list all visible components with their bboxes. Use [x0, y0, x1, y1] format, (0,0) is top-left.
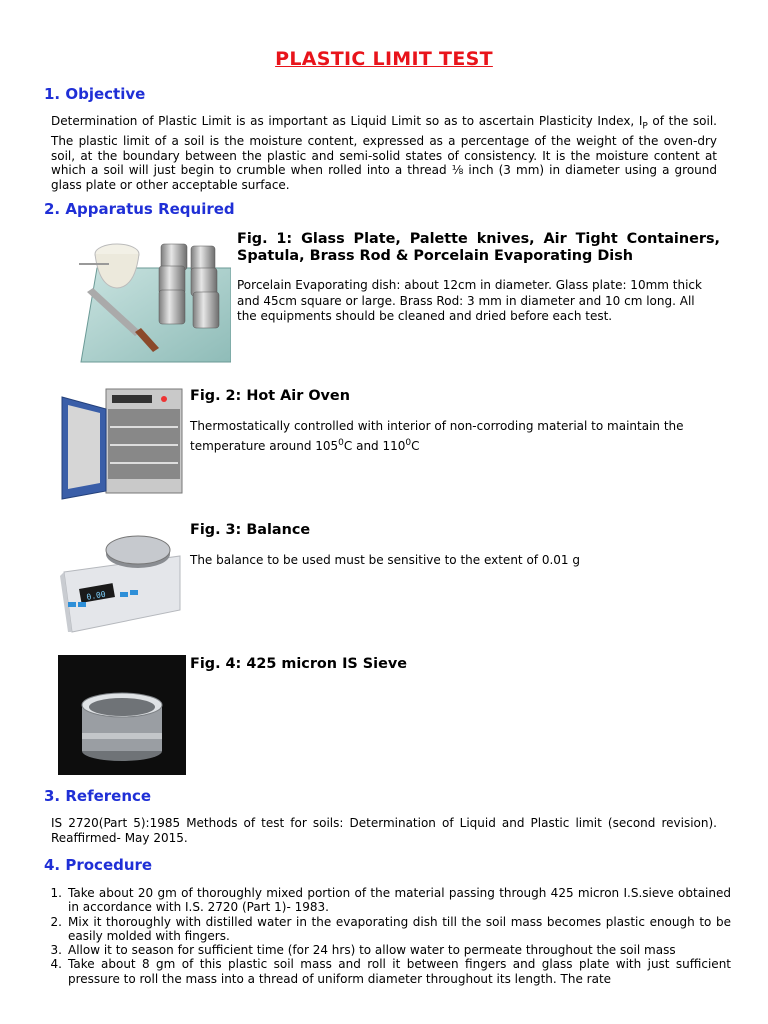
fig1-title: Fig. 1: Glass Plate, Palette knives, Air Tight Containers, Spatula, Brass Rod & Porcelain Evaporating Dish: [237, 231, 720, 264]
step-text: Take about 8 gm of this plastic soil mass and roll it between fingers and glass plate with just sufficient pressure to roll the mass into a thread of uniform diameter throughout its length. The rate: [68, 957, 731, 986]
fig2-title: Fig. 2: Hot Air Oven: [190, 388, 350, 404]
balance-display-value: 0.00: [85, 589, 107, 602]
step-text: Take about 20 gm of thoroughly mixed portion of the material passing through 425 micron I.S.sieve obtained in accordance with I.S. 2720 (Part 1)- 1983.: [68, 886, 731, 915]
fig3-description: The balance to be used must be sensitive to the extent of 0.01 g: [190, 553, 580, 567]
step-text: Allow it to season for sufficient time (for 24 hrs) to allow water to permeate throughout the soil mass: [68, 943, 676, 958]
section-heading-objective: 1. Objective: [44, 85, 146, 103]
step-number: 4.: [50, 957, 62, 972]
procedure-step: [34, 915, 731, 944]
fig2-desc-part3: C: [411, 439, 420, 453]
section-heading-apparatus: 2. Apparatus Required: [44, 200, 235, 218]
fig2-description: [190, 418, 710, 455]
fig4-title: Fig. 4: 425 micron IS Sieve: [190, 656, 407, 672]
page-title: PLASTIC LIMIT TEST: [275, 48, 493, 70]
fig3-title: Fig. 3: Balance: [190, 522, 311, 538]
balance-image: [58, 520, 186, 638]
step-number: 1.: [50, 886, 62, 900]
fig1-description: Porcelain Evaporating dish: about 12cm in diameter. Glass plate: 10mm thick and 45cm square or large. Brass Rod: 3 mm in diameter and 10 cm long. All the equipments should be cleaned and dried before each test.: [237, 278, 702, 323]
degree-superscript-1: 0: [338, 438, 344, 448]
degree-superscript-2: 0: [405, 438, 412, 448]
step-number: 2.: [50, 914, 62, 929]
objective-text-part1: Determination of Plastic Limit is as important as Liquid Limit so as to ascertain Plasticity Index, I: [51, 114, 643, 128]
section-heading-procedure: 4. Procedure: [44, 856, 153, 874]
apparatus-glass-plate-image: [79, 232, 231, 364]
reference-paragraph: IS 2720(Part 5):1985 Methods of test for soils: Determination of Liquid and Plastic limit (second revision). Reaffirmed- May 2015.: [51, 816, 717, 845]
objective-paragraph: [51, 114, 717, 192]
procedure-step: [34, 943, 731, 957]
procedure-step: [34, 957, 731, 986]
step-number: 3.: [50, 943, 62, 958]
plasticity-index-subscript: P: [642, 121, 648, 132]
hot-air-oven-image: [60, 383, 187, 501]
objective-text-part2: of the soil. The plastic limit of a soil is the moisture content, expressed as a percentage of the weight of the oven-dry soil, at the boundary between the plastic and semi-solid states of consistency. It is the moisture content at which a soil will just begin to crumble when rolled into a thread ⅛ inch (3 mm) in diameter using a ground glass plate or other acceptable surface.: [51, 114, 717, 192]
fig2-desc-part1: Thermostatically controlled with interior of non-corroding material to maintain the temperature around 105: [190, 419, 684, 453]
fig2-desc-part2: C and 110: [343, 439, 406, 453]
section-heading-reference: 3. Reference: [44, 787, 152, 805]
sieve-image: [58, 655, 186, 775]
procedure-list: [34, 886, 731, 986]
procedure-step: [34, 886, 731, 915]
step-text: Mix it thoroughly with distilled water in the evaporating dish till the soil mass becomes plastic enough to be easily molded with fingers.: [68, 914, 731, 943]
